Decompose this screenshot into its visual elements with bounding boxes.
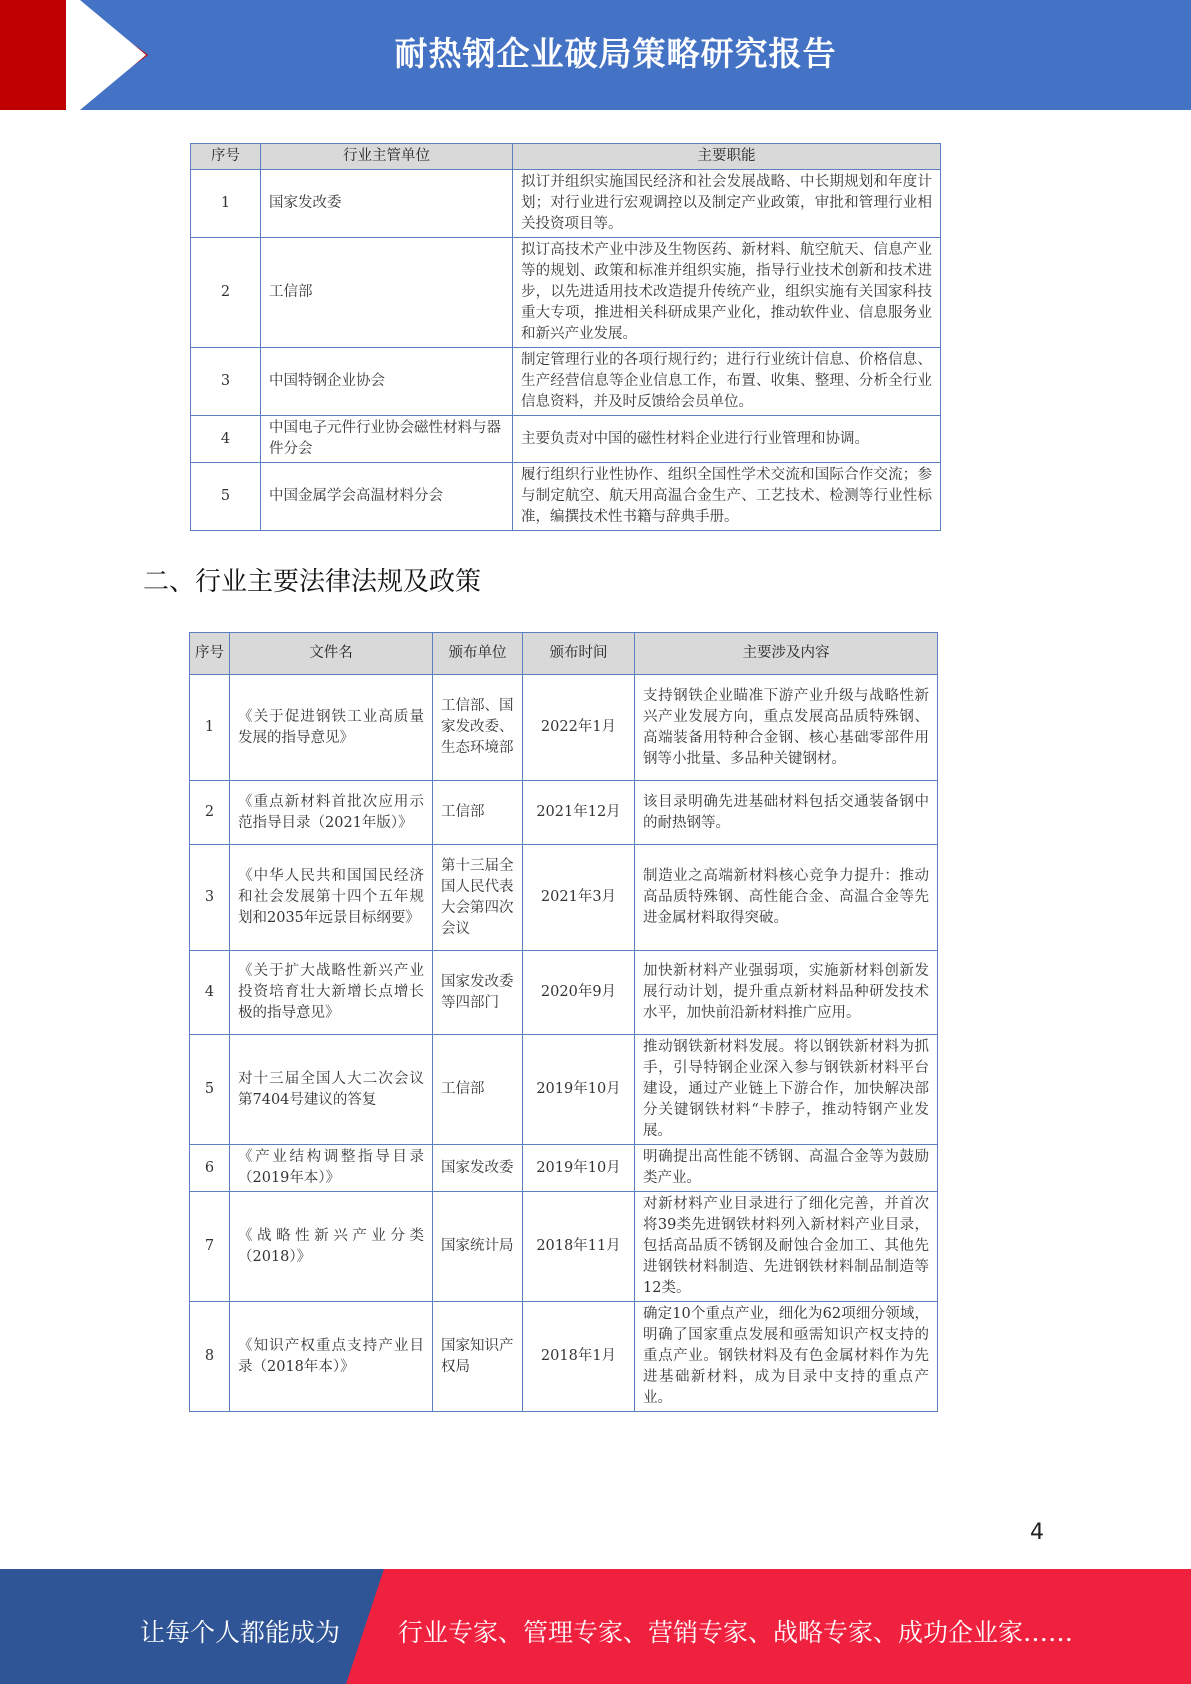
table-row: [191, 416, 941, 463]
table-cell: 2019年10月: [523, 1035, 635, 1145]
table-row: [191, 170, 941, 238]
table-row: [191, 238, 941, 348]
table-cell: 制定管理行业的各项行规行约；进行行业统计信息、价格信息、生产经营信息等企业信息工作，布置、收集、整理、分析全行业信息资料，并及时反馈给会员单位。: [513, 348, 941, 416]
column-header: 颁布时间: [523, 633, 635, 675]
footer-slogan-right: 行业专家、管理专家、营销专家、战略专家、成功企业家……: [398, 1618, 1074, 1647]
table-row: [190, 781, 938, 845]
table-cell: 2: [190, 781, 230, 845]
column-header: 序号: [190, 633, 230, 675]
table-row: [190, 1192, 938, 1302]
table-cell: 工信部: [261, 238, 513, 348]
section-heading: 二、行业主要法律法规及政策: [143, 567, 482, 597]
table-cell: 《战略性新兴产业分类（2018）》: [230, 1192, 433, 1302]
table-cell: 中国特钢企业协会: [261, 348, 513, 416]
table-row: [190, 1145, 938, 1192]
table-row: [191, 463, 941, 531]
column-header: 主要职能: [513, 144, 941, 170]
table-cell: 拟订高技术产业中涉及生物医药、新材料、航空航天、信息产业等的规划、政策和标准并组织实施，指导行业技术创新和技术进步，以先进适用技术改造提升传统产业，组织实施有关国家科技重大专项，推进相关科研成果产业化，推动软件业、信息服务业和新兴产业发展。: [513, 238, 941, 348]
table-cell: 8: [190, 1302, 230, 1412]
policy-table: [189, 632, 938, 1412]
table-cell: 6: [190, 1145, 230, 1192]
table-cell: 国家统计局: [433, 1192, 523, 1302]
column-header: 序号: [191, 144, 261, 170]
table-cell: 拟订并组织实施国民经济和社会发展战略、中长期规划和年度计划；对行业进行宏观调控以及制定产业政策，审批和管理行业相关投资项目等。: [513, 170, 941, 238]
table-cell: 加快新材料产业强弱项，实施新材料创新发展行动计划，提升重点新材料品种研发技术水平，加快前沿新材料推广应用。: [635, 951, 938, 1035]
column-header: 文件名: [230, 633, 433, 675]
table-cell: 国家知识产权局: [433, 1302, 523, 1412]
table-cell: 2022年1月: [523, 675, 635, 781]
table-cell: 工信部: [433, 781, 523, 845]
report-title: 耐热钢企业破局策略研究报告: [394, 34, 837, 73]
column-header: 主要涉及内容: [635, 633, 938, 675]
table-cell: 4: [190, 951, 230, 1035]
footer-banner: [0, 1569, 1191, 1684]
table-cell: 1: [190, 675, 230, 781]
footer-slogan-left: 让每个人都能成为: [140, 1618, 341, 1647]
column-header: 行业主管单位: [261, 144, 513, 170]
table-cell: 5: [190, 1035, 230, 1145]
table-cell: 《重点新材料首批次应用示范指导目录（2021年版）》: [230, 781, 433, 845]
table-cell: 中国金属学会高温材料分会: [261, 463, 513, 531]
table-cell: 2020年9月: [523, 951, 635, 1035]
table-cell: 国家发改委: [433, 1145, 523, 1192]
table-cell: 2: [191, 238, 261, 348]
table-cell: 对新材料产业目录进行了细化完善，并首次将39类先进钢铁材料列入新材料产业目录，包括高品质不锈钢及耐蚀合金加工、其他先进钢铁材料制造、先进钢铁材料制品制造等12类。: [635, 1192, 938, 1302]
table-cell: 主要负责对中国的磁性材料企业进行行业管理和协调。: [513, 416, 941, 463]
table-cell: 2018年11月: [523, 1192, 635, 1302]
table-row: [190, 845, 938, 951]
table-cell: 7: [190, 1192, 230, 1302]
table-cell: 5: [191, 463, 261, 531]
table-cell: 《关于扩大战略性新兴产业投资培育壮大新增长点增长极的指导意见》: [230, 951, 433, 1035]
table-cell: 第十三届全国人民代表大会第四次会议: [433, 845, 523, 951]
regulator-table: [190, 143, 941, 531]
header-banner: [0, 0, 1191, 110]
page-number: 4: [1030, 1520, 1044, 1545]
table-cell: 对十三届全国人大二次会议第7404号建议的答复: [230, 1035, 433, 1145]
table-row: [191, 348, 941, 416]
table-cell: 国家发改委等四部门: [433, 951, 523, 1035]
table-cell: 1: [191, 170, 261, 238]
table-row: [190, 1035, 938, 1145]
table-cell: 国家发改委: [261, 170, 513, 238]
table-cell: 支持钢铁企业瞄准下游产业升级与战略性新兴产业发展方向，重点发展高品质特殊钢、高端装备用特种合金钢、核心基础零部件用钢等小批量、多品种关键钢材。: [635, 675, 938, 781]
table-cell: 明确提出高性能不锈钢、高温合金等为鼓励类产业。: [635, 1145, 938, 1192]
column-header: 颁布单位: [433, 633, 523, 675]
table-cell: 4: [191, 416, 261, 463]
table-row: [190, 951, 938, 1035]
table-cell: 工信部: [433, 1035, 523, 1145]
table-header-row: [191, 144, 941, 170]
table-cell: 《中华人民共和国国民经济和社会发展第十四个五年规划和2035年远景目标纲要》: [230, 845, 433, 951]
table-cell: 工信部、国家发改委、生态环境部: [433, 675, 523, 781]
table-cell: 确定10个重点产业，细化为62项细分领域，明确了国家重点发展和亟需知识产权支持的重点产业。钢铁材料及有色金属材料作为先进基础新材料，成为目录中支持的重点产业。: [635, 1302, 938, 1412]
table-cell: 中国电子元件行业协会磁性材料与器件分会: [261, 416, 513, 463]
table-cell: 制造业之高端新材料核心竞争力提升：推动高品质特殊钢、高性能合金、高温合金等先进金属材料取得突破。: [635, 845, 938, 951]
table-cell: 2021年12月: [523, 781, 635, 845]
table-cell: 3: [191, 348, 261, 416]
table-cell: 推动钢铁新材料发展。将以钢铁新材料为抓手，引导特钢企业深入参与钢铁新材料平台建设，通过产业链上下游合作，加快解决部分关键钢铁材料“卡脖子，推动特钢产业发展。: [635, 1035, 938, 1145]
table-cell: 2018年1月: [523, 1302, 635, 1412]
table-cell: 履行组织行业性协作、组织全国性学术交流和国际合作交流；参与制定航空、航天用高温合金生产、工艺技术、检测等行业性标准，编撰技术性书籍与辞典手册。: [513, 463, 941, 531]
table-row: [190, 675, 938, 781]
table-cell: 《知识产权重点支持产业目录（2018年本）》: [230, 1302, 433, 1412]
table-cell: 2021年3月: [523, 845, 635, 951]
table-header-row: [190, 633, 938, 675]
table-cell: 《关于促进钢铁工业高质量发展的指导意见》: [230, 675, 433, 781]
table-cell: 3: [190, 845, 230, 951]
table-row: [190, 1302, 938, 1412]
table-cell: 2019年10月: [523, 1145, 635, 1192]
table-cell: 该目录明确先进基础材料包括交通装备钢中的耐热钢等。: [635, 781, 938, 845]
table-cell: 《产业结构调整指导目录（2019年本）》: [230, 1145, 433, 1192]
